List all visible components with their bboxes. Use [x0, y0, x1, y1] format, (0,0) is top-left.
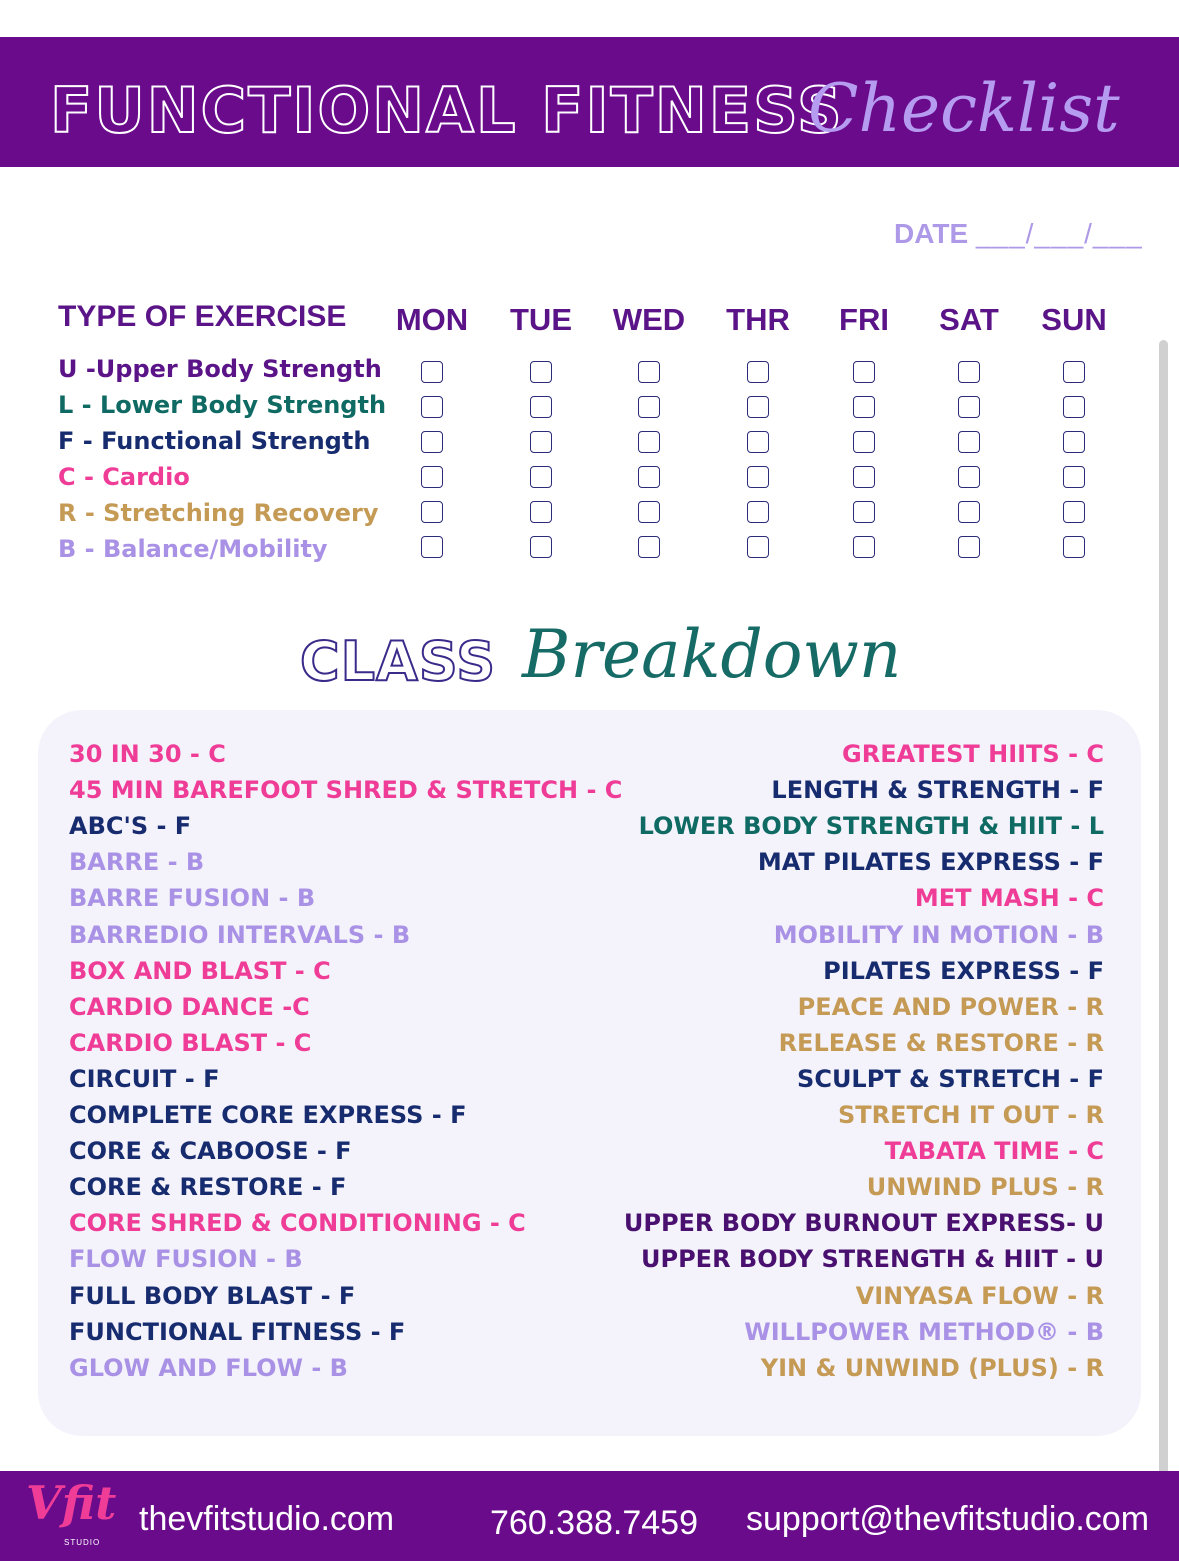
footer-website-link[interactable]: thevfitstudio.com	[139, 1500, 395, 1538]
class-item-left: BOX AND BLAST - C	[69, 957, 331, 985]
class-item-right: UPPER BODY STRENGTH & HIIT - U	[641, 1245, 1104, 1273]
checkbox-row6-wed[interactable]	[638, 536, 660, 558]
checkbox-row5-thr[interactable]	[747, 501, 769, 523]
checkbox-row3-tue[interactable]	[530, 431, 552, 453]
checkbox-row6-fri[interactable]	[853, 536, 875, 558]
checkbox-row6-thr[interactable]	[747, 536, 769, 558]
class-item-right: WILLPOWER METHOD® - B	[744, 1318, 1104, 1346]
exercise-label-lower: L - Lower Body Strength	[58, 391, 387, 419]
breakdown-title: CLASS	[300, 630, 497, 693]
date-blank[interactable]: ___/___/___	[975, 218, 1143, 249]
checkbox-row2-fri[interactable]	[853, 396, 875, 418]
checkbox-row1-wed[interactable]	[638, 361, 660, 383]
checkbox-row1-fri[interactable]	[853, 361, 875, 383]
checkbox-row1-sun[interactable]	[1063, 361, 1085, 383]
class-item-right: PILATES EXPRESS - F	[823, 957, 1104, 985]
class-item-left: CORE & RESTORE - F	[69, 1173, 347, 1201]
checkbox-row1-mon[interactable]	[421, 361, 443, 383]
page-title-script: Checklist	[808, 70, 1120, 147]
footer-email-link[interactable]: support@thevfitstudio.com	[746, 1500, 1150, 1538]
class-item-left: CIRCUIT - F	[69, 1065, 220, 1093]
checkbox-row6-tue[interactable]	[530, 536, 552, 558]
class-item-right: GREATEST HIITS - C	[842, 740, 1104, 768]
class-item-right: SCULPT & STRETCH - F	[797, 1065, 1104, 1093]
checkbox-row5-mon[interactable]	[421, 501, 443, 523]
class-item-left: CORE & CABOOSE - F	[69, 1137, 352, 1165]
day-header-wed: WED	[612, 302, 686, 337]
checkbox-row4-sun[interactable]	[1063, 466, 1085, 488]
checkbox-row2-thr[interactable]	[747, 396, 769, 418]
day-header-sat: SAT	[939, 302, 999, 337]
checkbox-row6-sun[interactable]	[1063, 536, 1085, 558]
class-item-right: YIN & UNWIND (PLUS) - R	[760, 1354, 1104, 1382]
footer-phone-link[interactable]: 760.388.7459	[490, 1504, 698, 1542]
checkbox-row6-mon[interactable]	[421, 536, 443, 558]
checkbox-row2-sun[interactable]	[1063, 396, 1085, 418]
checkbox-row4-tue[interactable]	[530, 466, 552, 488]
class-item-left: ABC'S - F	[69, 812, 192, 840]
day-header-sun: SUN	[1041, 302, 1107, 337]
vfit-logo-sub: STUDIO	[64, 1538, 101, 1547]
date-field[interactable]	[894, 218, 1143, 250]
checkbox-row1-sat[interactable]	[958, 361, 980, 383]
class-item-right: MOBILITY IN MOTION - B	[773, 921, 1104, 949]
checkbox-row4-mon[interactable]	[421, 466, 443, 488]
checkbox-row3-sat[interactable]	[958, 431, 980, 453]
checkbox-row3-mon[interactable]	[421, 431, 443, 453]
checkbox-row5-tue[interactable]	[530, 501, 552, 523]
checkbox-row2-mon[interactable]	[421, 396, 443, 418]
checkbox-row5-sun[interactable]	[1063, 501, 1085, 523]
class-item-left: FULL BODY BLAST - F	[69, 1282, 356, 1310]
day-header-mon: MON	[395, 302, 469, 337]
class-item-right: STRETCH IT OUT - R	[837, 1101, 1104, 1129]
class-item-left: COMPLETE CORE EXPRESS - F	[69, 1101, 467, 1129]
page-title: FUNCTIONAL FITNESS	[50, 74, 844, 147]
checkbox-row5-fri[interactable]	[853, 501, 875, 523]
date-label: DATE	[894, 218, 969, 249]
class-item-left: BARRE FUSION - B	[69, 884, 316, 912]
class-item-left: 45 MIN BAREFOOT SHRED & STRETCH - C	[69, 776, 623, 804]
checkbox-row1-tue[interactable]	[530, 361, 552, 383]
checkbox-row4-thr[interactable]	[747, 466, 769, 488]
class-item-right: TABATA TIME - C	[884, 1137, 1104, 1165]
exercise-label-functional: F - Functional Strength	[58, 427, 371, 455]
class-item-left: CARDIO BLAST - C	[69, 1029, 312, 1057]
exercise-label-cardio: C - Cardio	[58, 463, 190, 491]
checkbox-row6-sat[interactable]	[958, 536, 980, 558]
checkbox-row4-fri[interactable]	[853, 466, 875, 488]
class-item-right: LENGTH & STRENGTH - F	[771, 776, 1104, 804]
class-item-right: MET MASH - C	[914, 884, 1104, 912]
class-item-left: 30 IN 30 - C	[69, 740, 226, 768]
day-header-thr: THR	[726, 302, 790, 337]
checkbox-row2-sat[interactable]	[958, 396, 980, 418]
class-item-left: GLOW AND FLOW - B	[69, 1354, 348, 1382]
day-header-fri: FRI	[839, 302, 889, 337]
class-item-right: UPPER BODY BURNOUT EXPRESS- U	[623, 1209, 1104, 1237]
exercise-label-upper: U -Upper Body Strength	[58, 355, 382, 383]
checkbox-row3-fri[interactable]	[853, 431, 875, 453]
class-item-left: FUNCTIONAL FITNESS - F	[69, 1318, 406, 1346]
checkbox-row2-wed[interactable]	[638, 396, 660, 418]
checkbox-row3-thr[interactable]	[747, 431, 769, 453]
class-item-right: MAT PILATES EXPRESS - F	[757, 848, 1104, 876]
checkbox-row5-wed[interactable]	[638, 501, 660, 523]
checkbox-row3-sun[interactable]	[1063, 431, 1085, 453]
exercise-label-recovery: R - Stretching Recovery	[58, 499, 379, 527]
checkbox-row1-thr[interactable]	[747, 361, 769, 383]
breakdown-title-script: Breakdown	[522, 616, 902, 693]
class-item-left: BARREDIO INTERVALS - B	[69, 921, 411, 949]
exercise-column-header: TYPE OF EXERCISE	[58, 300, 347, 333]
vfit-logo: Vfit	[26, 1476, 117, 1530]
checkbox-row3-wed[interactable]	[638, 431, 660, 453]
class-item-right: VINYASA FLOW - R	[855, 1282, 1104, 1310]
checkbox-row5-sat[interactable]	[958, 501, 980, 523]
checkbox-row4-wed[interactable]	[638, 466, 660, 488]
class-item-right: LOWER BODY STRENGTH & HIIT - L	[638, 812, 1104, 840]
class-item-right: UNWIND PLUS - R	[866, 1173, 1104, 1201]
class-item-left: BARRE - B	[69, 848, 205, 876]
class-item-left: CARDIO DANCE -C	[69, 993, 310, 1021]
checkbox-row4-sat[interactable]	[958, 466, 980, 488]
exercise-label-balance: B - Balance/Mobility	[58, 535, 328, 563]
class-item-right: RELEASE & RESTORE - R	[778, 1029, 1104, 1057]
class-item-right: PEACE AND POWER - R	[797, 993, 1104, 1021]
class-item-left: CORE SHRED & CONDITIONING - C	[69, 1209, 526, 1237]
class-item-left: FLOW FUSION - B	[69, 1245, 303, 1273]
checkbox-row2-tue[interactable]	[530, 396, 552, 418]
scrollbar[interactable]	[1159, 340, 1168, 1561]
day-header-tue: TUE	[510, 302, 572, 337]
